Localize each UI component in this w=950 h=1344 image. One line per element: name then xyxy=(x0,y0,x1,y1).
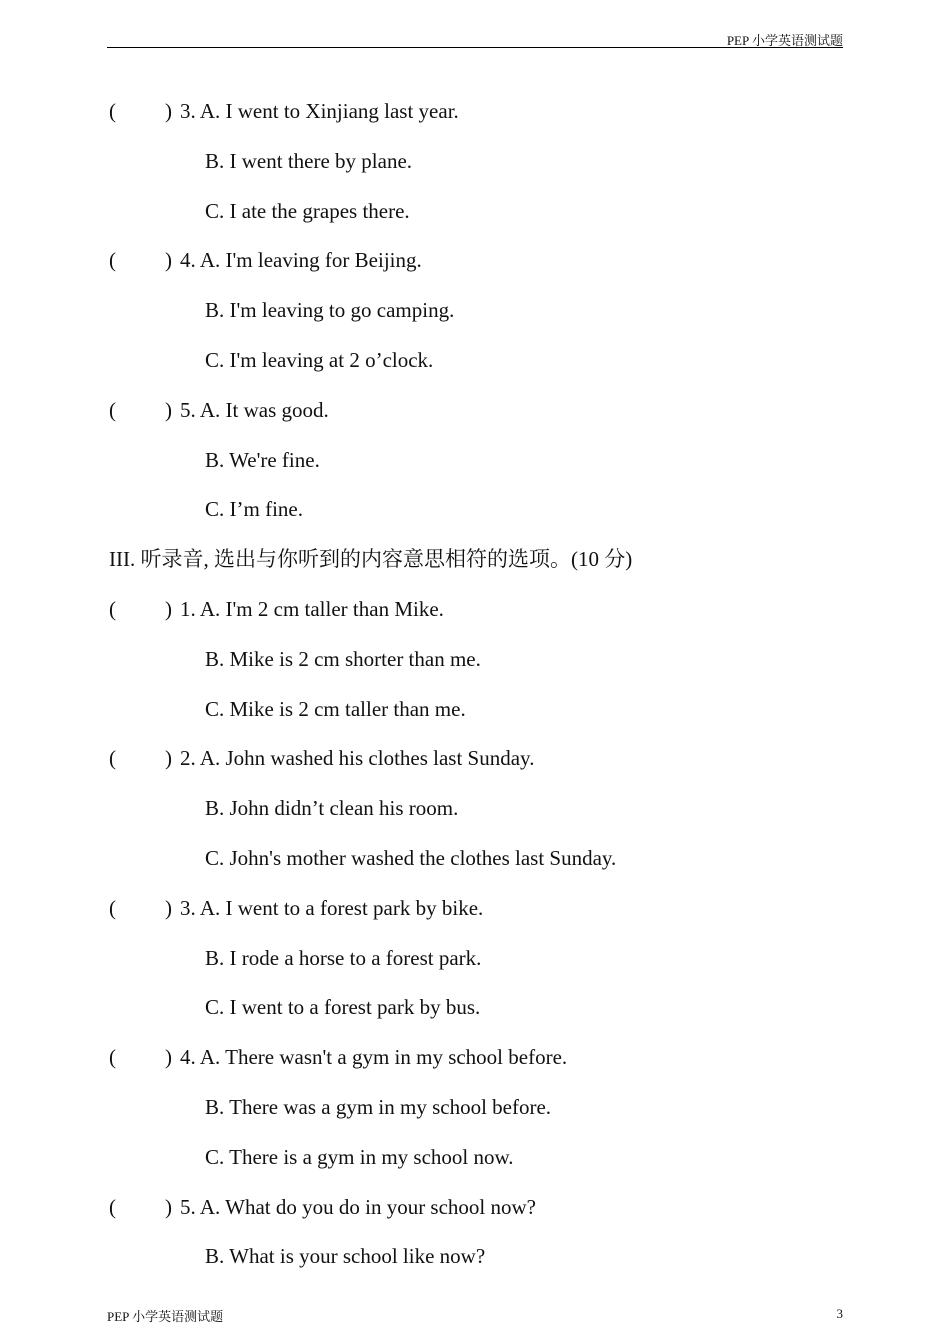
question-text: 3. A. I went to a forest park by bike. xyxy=(180,895,484,920)
page-footer-title: PEP 小学英语测试题 xyxy=(107,1309,224,1324)
answer-blank-close: ) xyxy=(165,1045,172,1070)
option-text: C. I'm leaving at 2 o’clock. xyxy=(205,348,434,372)
option-text: B. What is your school like now? xyxy=(205,1244,486,1269)
option-text: B. I rode a horse to a forest park. xyxy=(205,945,482,970)
page-header-title: PEP 小学英语测试题 xyxy=(726,33,843,48)
answer-blank-open[interactable]: ( xyxy=(109,895,116,920)
option-text: C. I’m fine. xyxy=(205,497,303,522)
question-text: 5. A. It was good. xyxy=(180,397,329,422)
answer-blank-close: ) xyxy=(165,746,172,771)
answer-blank-open[interactable]: ( xyxy=(109,746,116,771)
option-text: C. Mike is 2 cm taller than me. xyxy=(205,696,466,721)
answer-blank-close: ) xyxy=(165,597,172,621)
answer-blank-open[interactable]: ( xyxy=(109,597,116,621)
option-text: B. I'm leaving to go camping. xyxy=(205,298,455,323)
option-text: B. There was a gym in my school before. xyxy=(205,1095,552,1119)
question-text: 4. A. There wasn't a gym in my school before. xyxy=(180,1045,568,1070)
question-text: 4. A. I'm leaving for Beijing. xyxy=(180,248,422,273)
answer-blank-open[interactable]: ( xyxy=(109,1194,116,1219)
option-text: B. Mike is 2 cm shorter than me. xyxy=(205,646,481,671)
answer-blank-close: ) xyxy=(165,895,172,920)
option-text: C. I ate the grapes there. xyxy=(205,198,410,223)
option-text: B. John didn’t clean his room. xyxy=(205,796,459,821)
answer-blank-close: ) xyxy=(165,397,172,422)
question-text: 1. A. I'm 2 cm taller than Mike. xyxy=(180,597,444,621)
page-number: 3 xyxy=(836,1306,843,1321)
question-text: 5. A. What do you do in your school now? xyxy=(180,1194,536,1219)
option-text: B. We're fine. xyxy=(205,447,320,472)
answer-blank-open[interactable]: ( xyxy=(109,99,116,123)
section-title: III. 听录音, 选出与你听到的内容意思相符的选项。(10 分) xyxy=(109,547,633,572)
answer-blank-open[interactable]: ( xyxy=(109,248,116,273)
question-text: 2. A. John washed his clothes last Sunday. xyxy=(180,746,535,771)
answer-blank-open[interactable]: ( xyxy=(109,397,116,422)
answer-blank-close: ) xyxy=(165,1194,172,1219)
answer-blank-close: ) xyxy=(165,248,172,273)
question-text: 3. A. I went to Xinjiang last year. xyxy=(180,99,459,123)
answer-blank-close: ) xyxy=(165,99,172,123)
option-text: C. There is a gym in my school now. xyxy=(205,1144,514,1169)
header-divider xyxy=(107,47,843,48)
option-text: C. John's mother washed the clothes last Sunday. xyxy=(205,846,617,870)
option-text: C. I went to a forest park by bus. xyxy=(205,995,481,1020)
answer-blank-open[interactable]: ( xyxy=(109,1045,116,1070)
option-text: B. I went there by plane. xyxy=(205,148,413,173)
